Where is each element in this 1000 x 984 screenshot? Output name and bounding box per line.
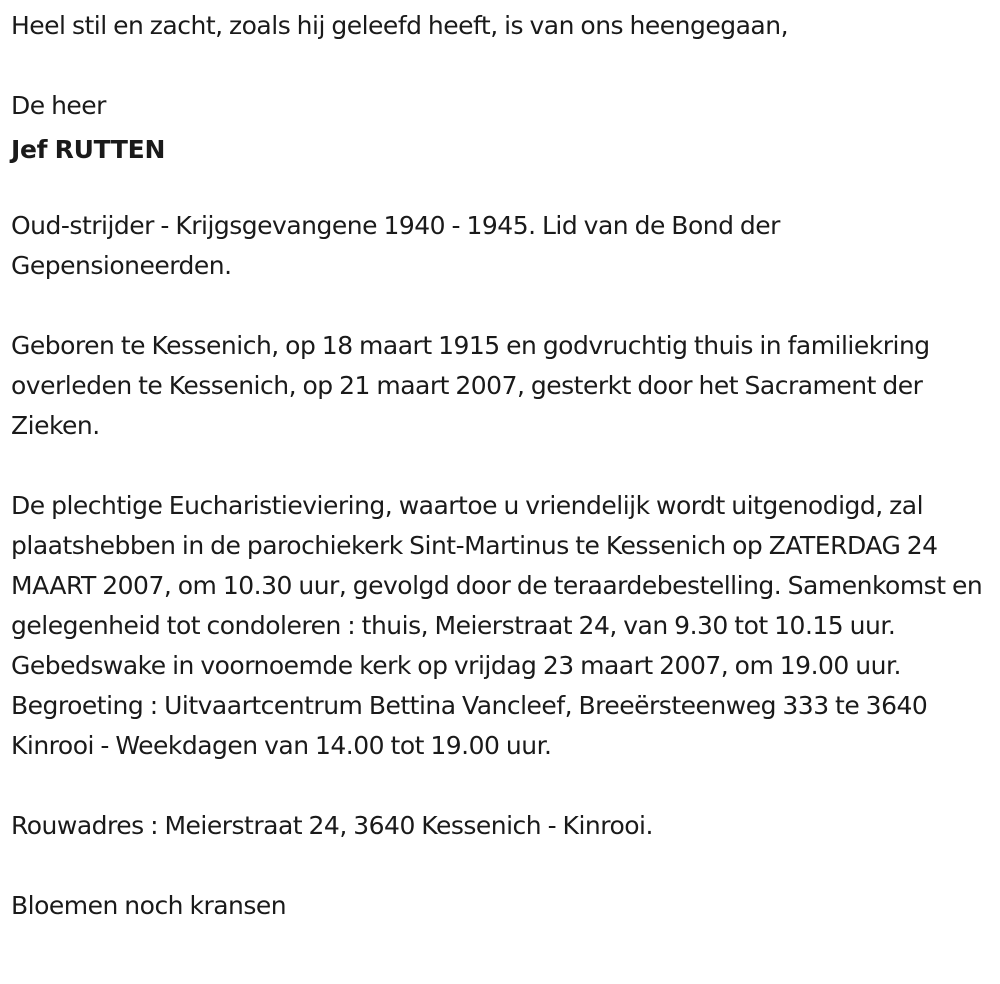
flowers-note: Bloemen noch kransen	[11, 891, 287, 920]
ceremony-paragraph: De plechtige Eucharistieviering, waartoe u vriendelijk wordt uitgenodigd, zal plaatshebben in de parochiekerk Sint-Martinus te Kessenich op ZATERDAG 24 MAART 2007, om 10.30 uur, gevolgd door de teraardebestelling. Samenkomst en gelegenheid tot condoleren : thuis, Meierstraat 24, van 9.30 tot 10.15 uur. Gebedswake in voornoemde kerk op vrijdag 23 maart 2007, om 19.00 uur. Begroeting : Uitvaartcentrum Bettina Vancleef, Breeërsteenweg 333 te 3640 Kinrooi - Weekdagen van 14.00 tot 19.00 uur.	[11, 491, 983, 760]
spacer	[11, 846, 996, 886]
salutation: De heer	[11, 91, 106, 120]
spacer	[11, 166, 996, 206]
spacer	[11, 286, 996, 326]
death-notice	[11, 6, 996, 926]
spacer	[11, 46, 996, 86]
biography-paragraph: Oud-strijder - Krijgsgevangene 1940 - 1945. Lid van de Bond der Gepensioneerden.	[11, 211, 780, 280]
deceased-name: Jef RUTTEN	[11, 135, 166, 164]
mourning-address: Rouwadres : Meierstraat 24, 3640 Kessenich - Kinrooi.	[11, 811, 653, 840]
opening-line: Heel stil en zacht, zoals hij geleefd heeft, is van ons heengegaan,	[11, 11, 789, 40]
spacer	[11, 766, 996, 806]
spacer	[11, 446, 996, 486]
birth-death-paragraph: Geboren te Kessenich, op 18 maart 1915 en godvruchtig thuis in familiekring overleden te Kessenich, op 21 maart 2007, gesterkt door het Sacrament der Zieken.	[11, 331, 930, 440]
